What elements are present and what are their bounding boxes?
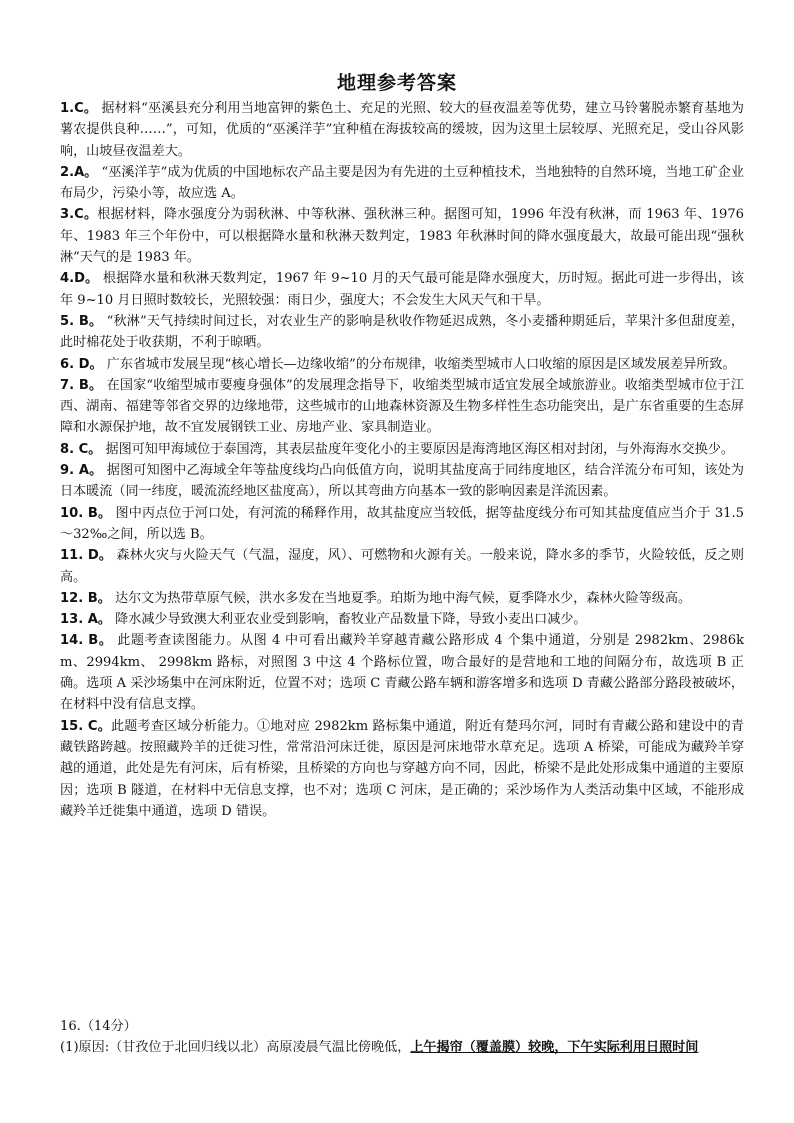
answer-text: 森林火灾与火险天气（气温，湿度，风）、可燃物和火源有关。一般来说，降水多的季节，火险较低，反之则高。 [60,548,744,585]
answer-number: 7. B。 [60,377,103,393]
question-16-heading: 16.（14分） [60,1019,137,1034]
question-16-text: (1)原因:（甘孜位于北回归线以北）高原凌晨气温比傍晚低， [60,1040,411,1056]
answer-item [60,588,744,609]
answer-number: 4.D。 [60,271,99,287]
answer-number: 14. B。 [60,633,113,649]
answer-item [60,268,744,311]
answer-text: 此题考查读图能力。从图 4 中可看出藏羚羊穿越青藏公路形成 4 个集中通道，分别是 2982km、2986km、2994km、 2998km 路标，对照图 3 中这 4 个路标位置，吻合最好的是营地和工地的间隔分布，故选项 B 正确。选项 A 采沙场集中在河床附近，位置不对；选项 C 青藏公路车辆和游客增多和选项 D 青藏公路部分路段被破坏，在材料中没有信息支撑。 [60,633,745,713]
question-16 [60,1016,744,1059]
answer-number: 5. B。 [60,313,103,329]
answer-text: 在国家“收缩型城市要瘦身强体”的发展理念指导下，收缩类型城市适宜发展全域旅游业。收缩类型城市位于江西、湖南、福建等邻省交界的边缘地带，这些城市的山地森林资源及生物多样性生态功能突出，是广东省重要的生态屏障和水源保护地，故不宜发展钢铁工业、房地产业、家具制造业。 [60,377,744,436]
answer-number: 12. B。 [60,590,111,606]
answer-number: 3.C。 [60,207,98,223]
answer-number: 2.A。 [60,164,98,180]
answer-text: 此题考查区域分析能力。①地对应 2982km 路标集中通道，附近有楚玛尔河，同时有青藏公路和建设中的青藏铁路跨越。按照藏羚羊的迁徙习性，常常沿河床迁徙，原因是河床地带水草充足。选项 A 桥梁，可能成为藏羚羊穿越的通道，此处是先有河床，后有桥梁，且桥梁的方向也与穿越方向不同，因此，桥梁不是此处形成集中通道的主要原因；选项 B 隧道，在材料中无信息支撑，也不对；选项 C 河床，是正确的；采沙场作为人类活动集中区域，不能形成藏羚羊迁徙集中通道，选项 D 错误。 [60,718,744,819]
answer-number: 13. A。 [60,612,111,628]
answer-text: 据图可知图中乙海域全年等盐度线均凸向低值方向，说明其盐度高于同纬度地区，结合洋流分布可知，该处为日本暖流（同一纬度，暖流流经地区盐度高），所以其弯曲方向基本一致的影响因素是洋流因素。 [60,463,744,500]
answer-item [60,354,744,375]
answer-text: “秋淋”天气持续时间过长，对农业生产的影响是秋收作物延迟成熟，冬小麦播种期延后，苹果汁多但甜度差，此时棉花处于收获期，不利于晾晒。 [60,313,744,351]
answer-number: 11. D。 [60,548,113,564]
answer-text: 根据材料，降水强度分为弱秋淋、中等秋淋、强秋淋三种。据图可知，1996 年没有秋淋，而 1963 年、1976 年、1983 年三个年份中，可以根据降水量和秋淋天数判定，1983 年秋淋时间的降水强度最大，故最可能出现“强秋淋”天气的是 1983 年。 [60,207,744,266]
answer-item [60,98,744,162]
answer-number: 8. C。 [60,441,102,457]
answer-number: 9. A。 [60,463,103,479]
answer-text: 据图可知甲海域位于泰国湾，其表层盐度年变化小的主要原因是海湾地区海区相对封闭，与外海海水交换少。 [101,441,735,457]
answer-text: 据材料“巫溪县充分利用当地富钾的紫色土、充足的光照、较大的昼夜温差等优势，建立马铃薯脱赤繁育基地为薯农提供良种……”，可知，优质的“巫溪洋芋”宜种植在海拔较高的缓坡，因为这里土层较厚、光照充足，受山谷风影响，山坡昼夜温差大。 [60,101,744,159]
answer-item [60,311,744,354]
answer-list [60,98,744,822]
answer-item [60,204,744,268]
answer-item [60,439,744,460]
answer-number: 15. C。 [60,718,111,734]
answer-text: 达尔文为热带草原气候，洪水多发在当地夏季。珀斯为地中海气候，夏季降水少，森林火险等级高。 [110,590,692,606]
answer-item [60,503,744,546]
answer-text: 广东省城市发展呈现“核心增长—边缘收缩”的分布规律，收缩类型城市人口收缩的原因是区域发展差异所致。 [102,356,736,372]
answer-text: 根据降水量和秋淋天数判定，1967 年 9~10 月的天气最可能是降水强度大，历时短。据此可进一步得出，该年 9~10 月日照时数较长，光照较强：雨日少，强度大；不会发生大风天气和干旱。 [60,271,744,308]
answer-number: 6. D。 [60,356,103,372]
question-16-line [60,1037,744,1058]
answer-item [60,630,744,715]
answer-item [60,716,744,822]
answer-number: 10. B。 [60,505,112,521]
answer-text: “巫溪洋芋”成为优质的中国地标农产品主要是因为有先进的土豆种植技术，当地独特的自然环境，当地工矿企业布局少，污染小等，故应选 A。 [60,164,744,202]
page-title: 地理参考答案 [336,72,457,94]
answer-item [60,162,744,205]
answer-item [60,545,744,588]
answer-text: 图中丙点位于河口处，有河流的稀释作用，故其盐度应当较低，据等盐度线分布可知其盐度值应当介于 31.5～32‰之间，所以选 B。 [60,505,744,542]
answer-item [60,609,744,630]
answer-text: 降水减少导致澳大利亚农业受到影响，畜牧业产品数量下降，导致小麦出口减少。 [110,612,587,628]
question-16-key-point: 上午揭帘（覆盖膜）较晚，下午实际利用日照时间 [410,1040,699,1056]
answer-number: 1.C。 [60,101,98,116]
answer-item [60,375,744,439]
answer-item [60,460,744,503]
